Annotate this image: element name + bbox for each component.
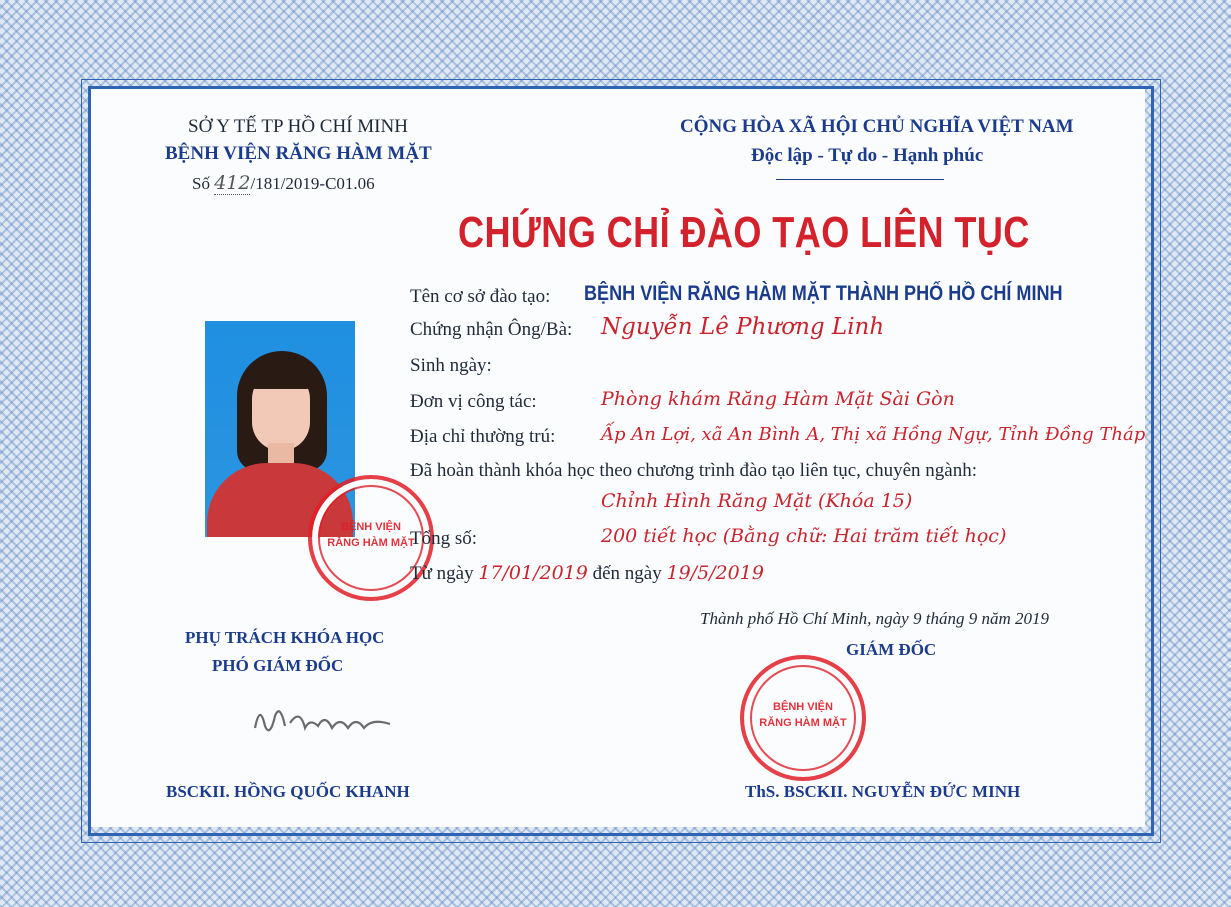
seal-right-line1: BỆNH VIỆN: [773, 701, 833, 713]
from-label: Từ ngày: [410, 563, 474, 584]
signer-left-name: BSCKII. HỒNG QUỐC KHANH: [166, 782, 410, 801]
number-suffix: /181/2019-C01.06: [250, 174, 375, 193]
workplace-value: Phòng khám Răng Hàm Mặt Sài Gòn: [601, 388, 955, 410]
institution-label: Tên cơ sở đào tạo:: [410, 286, 551, 307]
workplace-label: Đơn vị công tác:: [410, 391, 537, 412]
hospital-seal-right: [740, 655, 866, 781]
department-name: SỞ Y TẾ TP HỒ CHÍ MINH: [188, 116, 408, 137]
name-value: Nguyễn Lê Phương Linh: [601, 314, 885, 340]
signer-right-name: ThS. BSCKII. NGUYỄN ĐỨC MINH: [745, 782, 1021, 801]
specialty-value: Chỉnh Hình Răng Mặt (Khóa 15): [601, 490, 913, 512]
number-handwritten: 412: [214, 172, 251, 194]
address-value: Ấp An Lợi, xã An Bình A, Thị xã Hồng Ngự, Tỉnh Đồng Tháp: [601, 424, 1146, 445]
dob-label: Sinh ngày:: [410, 355, 492, 376]
total-label: Tổng số:: [410, 528, 478, 549]
signer-left-role2: PHÓ GIÁM ĐỐC: [212, 656, 344, 675]
address-label: Địa chỉ thường trú:: [410, 426, 556, 447]
signature-left: [250, 698, 400, 748]
total-value: 200 tiết học (Bằng chữ: Hai trăm tiết học): [601, 525, 1007, 547]
from-value: 17/01/2019: [478, 562, 588, 584]
seal-right-line2: RĂNG HÀM MẶT: [759, 717, 847, 729]
national-motto: Độc lập - Tự do - Hạnh phúc: [751, 145, 984, 166]
institution-value: BỆNH VIỆN RĂNG HÀM MẶT THÀNH PHỐ HỒ CHÍ MINH: [584, 282, 1063, 305]
hospital-name-header: BỆNH VIỆN RĂNG HÀM MẶT: [165, 143, 432, 164]
signer-right-role: GIÁM ĐỐC: [846, 640, 937, 659]
issue-date-place: Thành phố Hồ Chí Minh, ngày 9 tháng 9 năm 2019: [700, 609, 1049, 628]
republic-name: CỘNG HÒA XÃ HỘI CHỦ NGHĨA VIỆT NAM: [680, 116, 1074, 137]
certificate-number: [192, 172, 375, 194]
seal-left-line2: RĂNG HÀM MẶT: [327, 537, 415, 549]
number-prefix: Số: [192, 174, 210, 193]
date-range: [410, 562, 764, 585]
completed-label: Đã hoàn thành khóa học theo chương trình đào tạo liên tục, chuyên ngành:: [410, 460, 977, 481]
signer-left-role1: PHỤ TRÁCH KHÓA HỌC: [185, 628, 385, 647]
name-label: Chứng nhận Ông/Bà:: [410, 319, 573, 340]
to-label: đến ngày: [592, 563, 662, 584]
certificate-title: CHỨNG CHỈ ĐÀO TẠO LIÊN TỤC: [458, 208, 1030, 257]
motto-underline: [776, 179, 944, 180]
seal-left-line1: BỆNH VIỆN: [341, 521, 401, 533]
to-value: 19/5/2019: [666, 562, 764, 584]
